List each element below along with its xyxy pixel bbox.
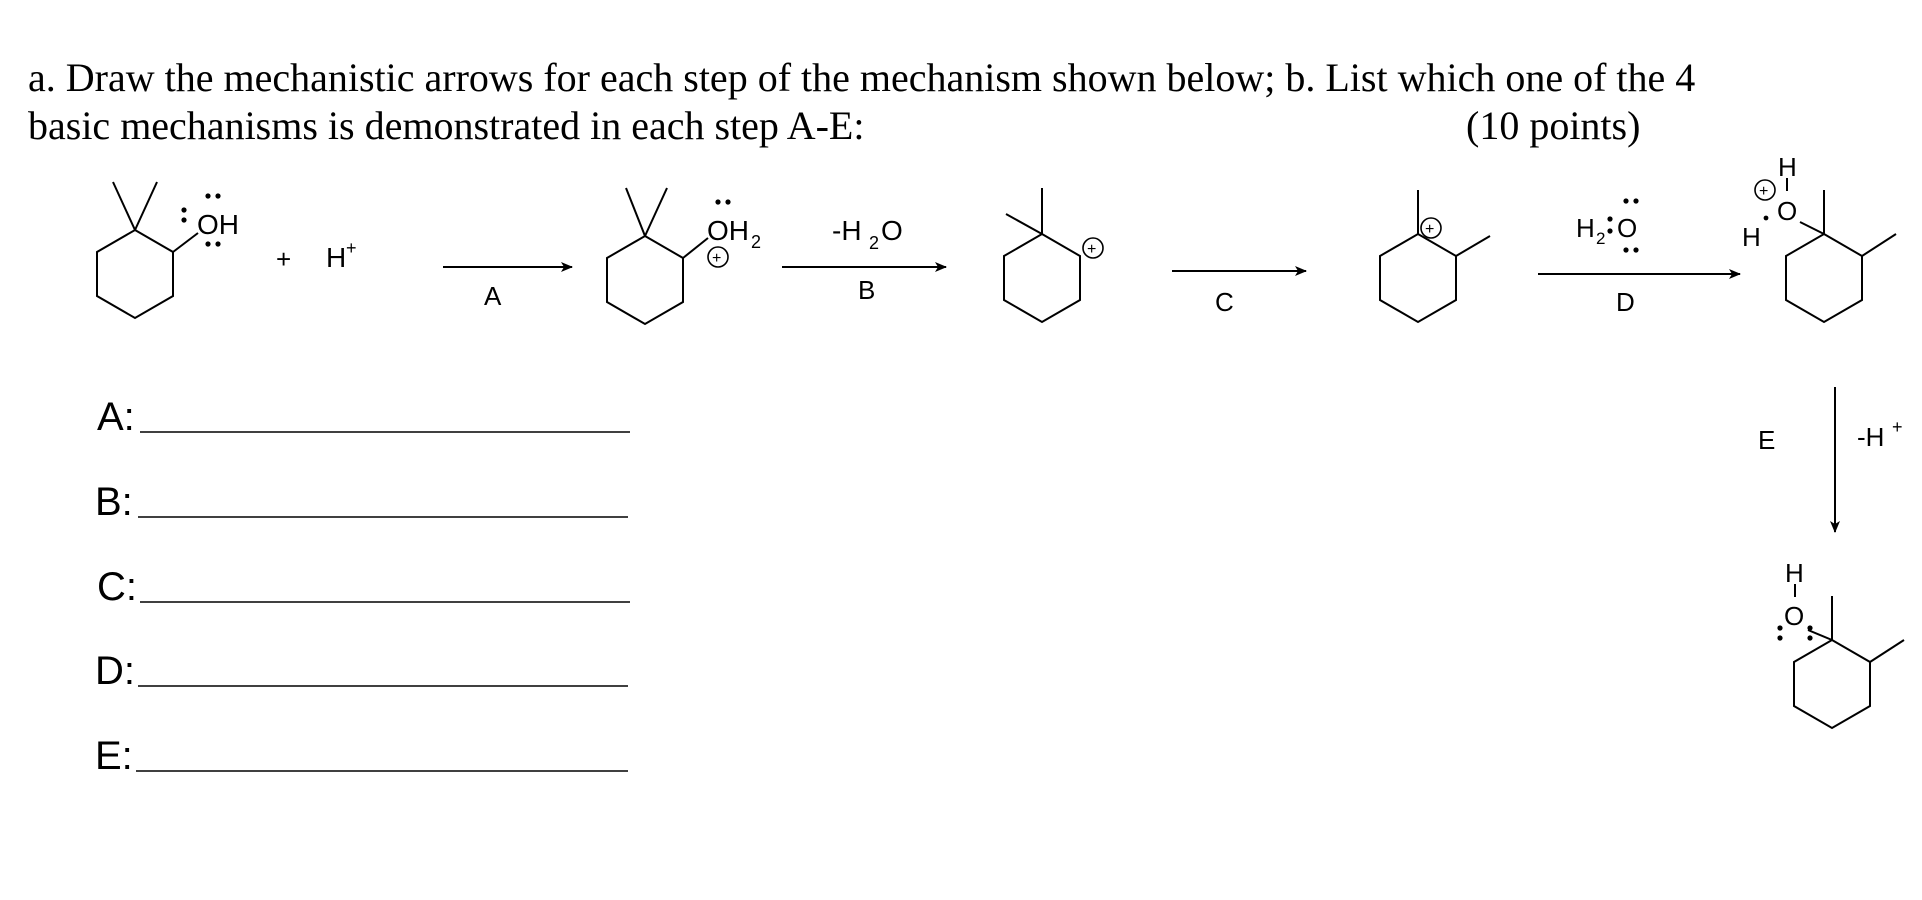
points-label: (10 points) (1466, 103, 1641, 148)
cyclohexane-ring-5 (1786, 234, 1862, 322)
step-reagent-b-end: O (881, 215, 903, 246)
methyl-bond (1862, 234, 1896, 256)
oxygen-label: O (1784, 601, 1805, 631)
c-o-bond (1800, 222, 1824, 234)
methyl-bond (1870, 640, 1904, 662)
water-h: H (1576, 213, 1595, 243)
step-reagent-e-charge: + (1892, 417, 1903, 437)
c-o-bond (173, 233, 198, 252)
cyclohexane-ring-3 (1004, 234, 1080, 322)
lone-pairs (181, 193, 1812, 640)
step-label-b: B (858, 275, 876, 305)
step-reagent-b-subscript: 2 (869, 233, 880, 253)
answer-label-b: B: (95, 480, 133, 524)
step-label-d: D (1616, 287, 1635, 317)
hydrogen-label: H (1785, 558, 1804, 588)
answer-label-c: C: (97, 565, 137, 609)
oxonium-charge: + (712, 250, 722, 267)
carbocation-charge: + (1425, 221, 1435, 238)
molecule-carbocation-3 (1380, 190, 1490, 322)
molecule-product (1794, 584, 1904, 728)
oh2-subscript: 2 (751, 232, 762, 252)
step-label-a: A (484, 281, 502, 311)
step-label-c: C (1215, 287, 1234, 317)
methyl-bond (113, 182, 135, 230)
answer-label-d: D: (95, 649, 135, 693)
water-subscript: 2 (1596, 229, 1606, 248)
methyl-bond (1456, 236, 1490, 256)
oxonium-charge: + (1759, 183, 1769, 200)
hydrogen-label: H (1742, 222, 1761, 252)
question-line-1: a. Draw the mechanistic arrows for each step of the mechanism shown below; b. List which one of the 4 (28, 55, 1696, 100)
carbocation-charge: + (1087, 241, 1097, 258)
methyl-bond (1006, 214, 1042, 234)
proton-label: H (326, 242, 347, 273)
question-line-2: basic mechanisms is demonstrated in each step A-E: (28, 103, 865, 148)
proton-charge: + (346, 238, 357, 258)
oh2-label: OH (707, 215, 749, 246)
hydrogen-label: H (1778, 152, 1797, 182)
cyclohexane-ring-4 (1380, 234, 1456, 322)
c-o-bond (683, 238, 708, 258)
oh-label: OH (197, 209, 239, 240)
step-label-e: E (1758, 425, 1776, 455)
plus-sign: + (276, 244, 292, 274)
step-reagent-b: -H (832, 215, 862, 246)
answer-label-a: A: (97, 395, 135, 439)
cyclohexane-ring-6 (1794, 640, 1870, 728)
step-reagent-e: -H (1857, 422, 1885, 452)
oxygen-label: O (1777, 196, 1798, 226)
cyclohexane-ring-1 (97, 230, 173, 318)
methyl-bond (645, 188, 667, 236)
molecule-alcohol (97, 182, 198, 318)
methyl-bond (135, 182, 157, 230)
molecule-oxonium (607, 188, 728, 324)
cyclohexane-ring-2 (607, 236, 683, 324)
water-o: O (1617, 213, 1638, 243)
methyl-bond (626, 188, 645, 236)
answer-label-e: E: (95, 734, 133, 778)
